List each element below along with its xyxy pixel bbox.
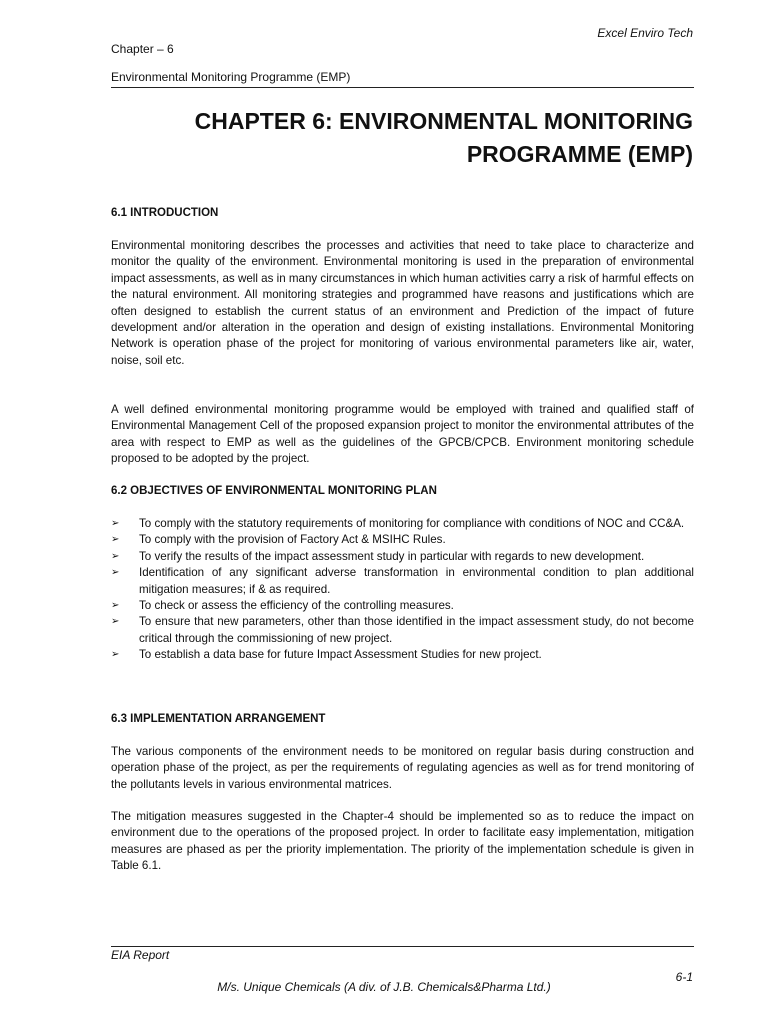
title-line-1: CHAPTER 6: ENVIRONMENTAL MONITORING [194, 108, 693, 134]
footer-report: EIA Report [111, 948, 170, 962]
arrow-bullet-icon: ➢ [111, 616, 120, 628]
footer-rule [111, 946, 694, 947]
section-heading: 6.2 OBJECTIVES OF ENVIRONMENTAL MONITORING PLAN [111, 485, 437, 497]
intro-paragraph-1 [111, 238, 694, 369]
arrow-bullet-icon: ➢ [111, 567, 120, 579]
paragraph: The various components of the environment needs to be monitored on regular basis during construction and operation phase of the project, as per the requirements of regulating agencies as well as for trend monitoring of the pollutants levels in various environmental matrices. [111, 745, 694, 791]
intro-paragraph-2 [111, 402, 694, 468]
header-subtitle: Environmental Monitoring Programme (EMP) [111, 70, 351, 84]
title-line-2: PROGRAMME (EMP) [466, 141, 693, 167]
objectives-list [111, 516, 694, 664]
list-item [111, 598, 694, 614]
list-item [111, 565, 694, 598]
arrow-bullet-icon: ➢ [111, 534, 120, 546]
implementation-paragraph-2 [111, 809, 694, 875]
implementation-paragraph-1 [111, 744, 694, 793]
footer-company: M/s. Unique Chemicals (A div. of J.B. Chemicals&Pharma Ltd.) [217, 980, 551, 994]
arrow-bullet-icon: ➢ [111, 600, 120, 612]
list-item-text: To comply with the provision of Factory Act & MSIHC Rules. [139, 533, 446, 547]
page-number: 6-1 [675, 970, 693, 984]
header-chapter: Chapter – 6 [111, 42, 174, 56]
list-item [111, 647, 694, 663]
arrow-bullet-icon: ➢ [111, 550, 120, 562]
section-implementation [111, 713, 694, 725]
list-item [111, 516, 694, 532]
arrow-bullet-icon: ➢ [111, 518, 120, 529]
list-item [111, 549, 694, 565]
list-item [111, 532, 694, 548]
section-heading: 6.3 IMPLEMENTATION ARRANGEMENT [111, 713, 326, 725]
page-title [133, 105, 693, 171]
list-item-text: To ensure that new parameters, other than those identified in the impact assessment study, do not become critical through the commissioning of new project. [139, 615, 694, 645]
list-item [111, 614, 694, 647]
section-objectives [111, 485, 694, 497]
list-item-text: To establish a data base for future Impact Assessment Studies for new project. [139, 648, 542, 662]
paragraph: A well defined environmental monitoring programme would be employed with trained and qualified staff of Environmental Management Cell of the proposed expansion project to monitor the environmental attributes of the area with respect to EMP as well as the guidelines of the GPCB/CPCB. Environment monitoring schedule proposed to be adopted by the project. [111, 403, 694, 466]
list-item-text: Identification of any significant adverse transformation in environmental condition to plan additional mitigation measures; if & as required. [139, 566, 694, 596]
section-introduction [111, 207, 694, 219]
section-heading: 6.1 INTRODUCTION [111, 207, 219, 219]
header-rule [111, 87, 694, 88]
paragraph: The mitigation measures suggested in the Chapter-4 should be implemented so as to reduce the impact on environment due to the operations of the proposed project. In order to facilitate easy implementation, mitigation measures are phased as per the priority implementation. The priority of the implementation schedule is given in Table 6.1. [111, 810, 694, 873]
list-item-text: To check or assess the efficiency of the controlling measures. [139, 599, 454, 613]
arrow-bullet-icon: ➢ [111, 649, 120, 661]
header-company: Excel Enviro Tech [597, 26, 693, 40]
paragraph: Environmental monitoring describes the processes and activities that need to take place to characterize and monitor the quality of the environment. Environmental monitoring is used in the preparation of environmental impact assessments, as well as in many circumstances in which human activities carry a risk of harmful effects on the natural environment. All monitoring strategies and programmed have reasons and justifications which are often designed to establish the current status of an environment and Prediction of the impact of future development and/or alteration in the operation and design of existing installations. Environmental Monitoring Network is operation phase of the project for monitoring of various environmental parameters like air, water, noise, soil etc. [111, 239, 694, 367]
list-item-text: To comply with the statutory requirements of monitoring for compliance with conditions of NOC and CC&A. [139, 517, 685, 530]
list-item-text: To verify the results of the impact assessment study in particular with regards to new development. [139, 549, 645, 563]
